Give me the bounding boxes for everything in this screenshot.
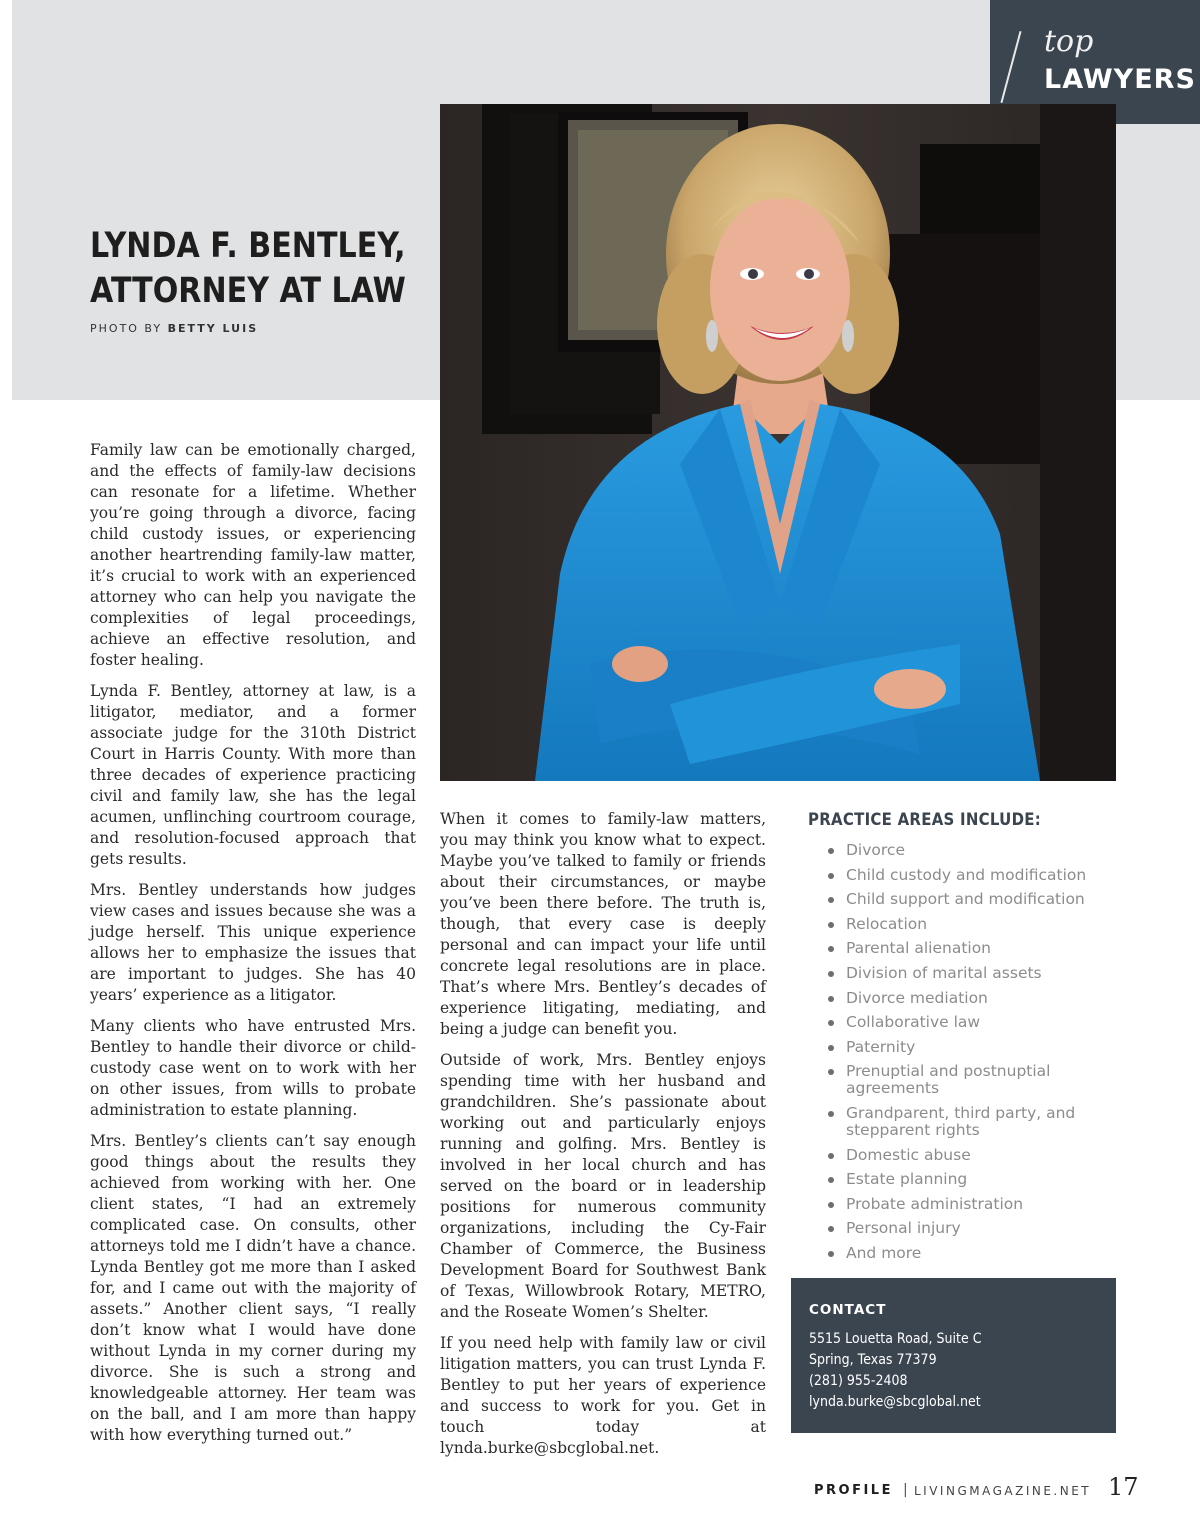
badge-top-text: top: [1044, 24, 1094, 59]
practice-areas: [808, 810, 1108, 1270]
badge-lawyers-text: LAWYERS: [1044, 64, 1196, 95]
contact-email[interactable]: lynda.burke@sbcglobal.net: [809, 1394, 981, 1410]
list-item: Domestic abuse: [828, 1147, 1108, 1164]
paragraph: Family law can be emotionally charged, and the effects of family-law decisions can resonate for a lifetime. Whether you’re going through a divorce, facing child custody issues, or experiencing another heartrending family-law matter, it’s crucial to work with an experienced attorney who can help you navigate the complexities of legal proceedings, achieve an effective resolution, and foster healing.: [90, 441, 416, 669]
portrait-photo: [440, 104, 1116, 781]
list-item: Divorce: [828, 842, 1108, 859]
photo-credit: [90, 322, 258, 335]
photo-credit-name: BETTY LUIS: [167, 322, 259, 335]
footer-site: LIVINGMAGAZINE.NET: [914, 1484, 1092, 1498]
contact-heading: CONTACT: [809, 1302, 887, 1318]
paragraph: Mrs. Bentley understands how judges view cases and issues because she was a judge herself. This unique experience allows her to emphasize the issues that are important to judges. She has 40 years’ experience as a litigator.: [90, 881, 416, 1004]
list-item: Probate administration: [828, 1196, 1108, 1213]
paragraph: When it comes to family-law matters, you may think you know what to expect. Maybe you’ve talked to family or friends about their circumstances, or maybe you’ve been there before. The truth is, though, that every case is deeply personal and can impact your life until concrete legal resolutions are in place. That’s where Mrs. Bentley’s decades of experience litigating, mediating, and being a judge can benefit you.: [440, 810, 766, 1038]
contact-box: [791, 1278, 1116, 1433]
list-item: Divorce mediation: [828, 990, 1108, 1007]
contact-address-line-1: 5515 Louetta Road, Suite C: [809, 1331, 982, 1347]
slash-divider: [1000, 31, 1021, 103]
page-number: 17: [1108, 1473, 1139, 1501]
list-item: And more: [828, 1245, 1108, 1262]
article-title: [90, 224, 406, 314]
list-item: Division of marital assets: [828, 965, 1108, 982]
list-item: Paternity: [828, 1039, 1108, 1056]
footer-separator: |: [903, 1482, 908, 1498]
footer-section-label: PROFILE: [814, 1483, 893, 1498]
article-column-1: [90, 440, 416, 1456]
paragraph: Lynda F. Bentley, attorney at law, is a litigator, mediator, and a former associate judge for the 310th District Court in Harris County. With more than three decades of experience practicing civil and family law, she has the legal acumen, unflinching courtroom courage, and resolution-focused approach that gets results.: [90, 682, 416, 868]
list-item: Estate planning: [828, 1171, 1108, 1188]
list-item: Relocation: [828, 916, 1108, 933]
page-footer: [814, 1473, 1144, 1510]
list-item: Child custody and modification: [828, 867, 1108, 884]
contact-details: [809, 1329, 982, 1413]
photo-credit-prefix: PHOTO BY: [90, 322, 163, 335]
title-line-1: LYNDA F. BENTLEY,: [90, 226, 406, 266]
article-column-2: [440, 809, 766, 1469]
list-item: Parental alienation: [828, 940, 1108, 957]
list-item: Collaborative law: [828, 1014, 1108, 1031]
practice-areas-list: [808, 842, 1108, 1262]
contact-address-line-2: Spring, Texas 77379: [809, 1352, 937, 1368]
list-item: Personal injury: [828, 1220, 1108, 1237]
title-line-2: ATTORNEY AT LAW: [90, 271, 406, 311]
list-item: Child support and modification: [828, 891, 1108, 908]
paragraph: Many clients who have entrusted Mrs. Bentley to handle their divorce or child-custody case went on to work with her on other issues, from wills to probate administration to estate planning.: [90, 1017, 416, 1119]
paragraph: If you need help with family law or civil litigation matters, you can trust Lynda F. Bentley to put her years of experience and success to work for you. Get in touch today at lynda.burke@sbcglobal.net.: [440, 1334, 766, 1457]
paragraph: Outside of work, Mrs. Bentley enjoys spending time with her husband and grandchildren. She’s passionate about working out and particularly enjoys running and golfing. Mrs. Bentley is involved in her local church and has served on the board or in leadership positions for numerous community organizations, including the Cy-Fair Chamber of Commerce, the Business Development Board for Southwest Bank of Texas, Willowbrook Rotary, METRO, and the Roseate Women’s Shelter.: [440, 1051, 766, 1321]
practice-areas-heading: PRACTICE AREAS INCLUDE:: [808, 810, 1042, 830]
list-item: Prenuptial and postnuptial agreements: [828, 1063, 1108, 1097]
list-item: Grandparent, third party, and stepparent rights: [828, 1105, 1108, 1139]
paragraph: Mrs. Bentley’s clients can’t say enough good things about the results they achieved from working with her. One client states, “I had an extremely complicated case. On consults, other attorneys told me I didn’t have a chance. Lynda Bentley got me more than I asked for, and I came out with the majority of assets.” Another client says, “I really don’t know what I would have done without Lynda in my corner during my divorce. She is such a strong and knowledgeable attorney. Her team was on the ball, and I am more than happy with how everything turned out.”: [90, 1132, 416, 1444]
contact-phone[interactable]: (281) 955-2408: [809, 1373, 908, 1389]
